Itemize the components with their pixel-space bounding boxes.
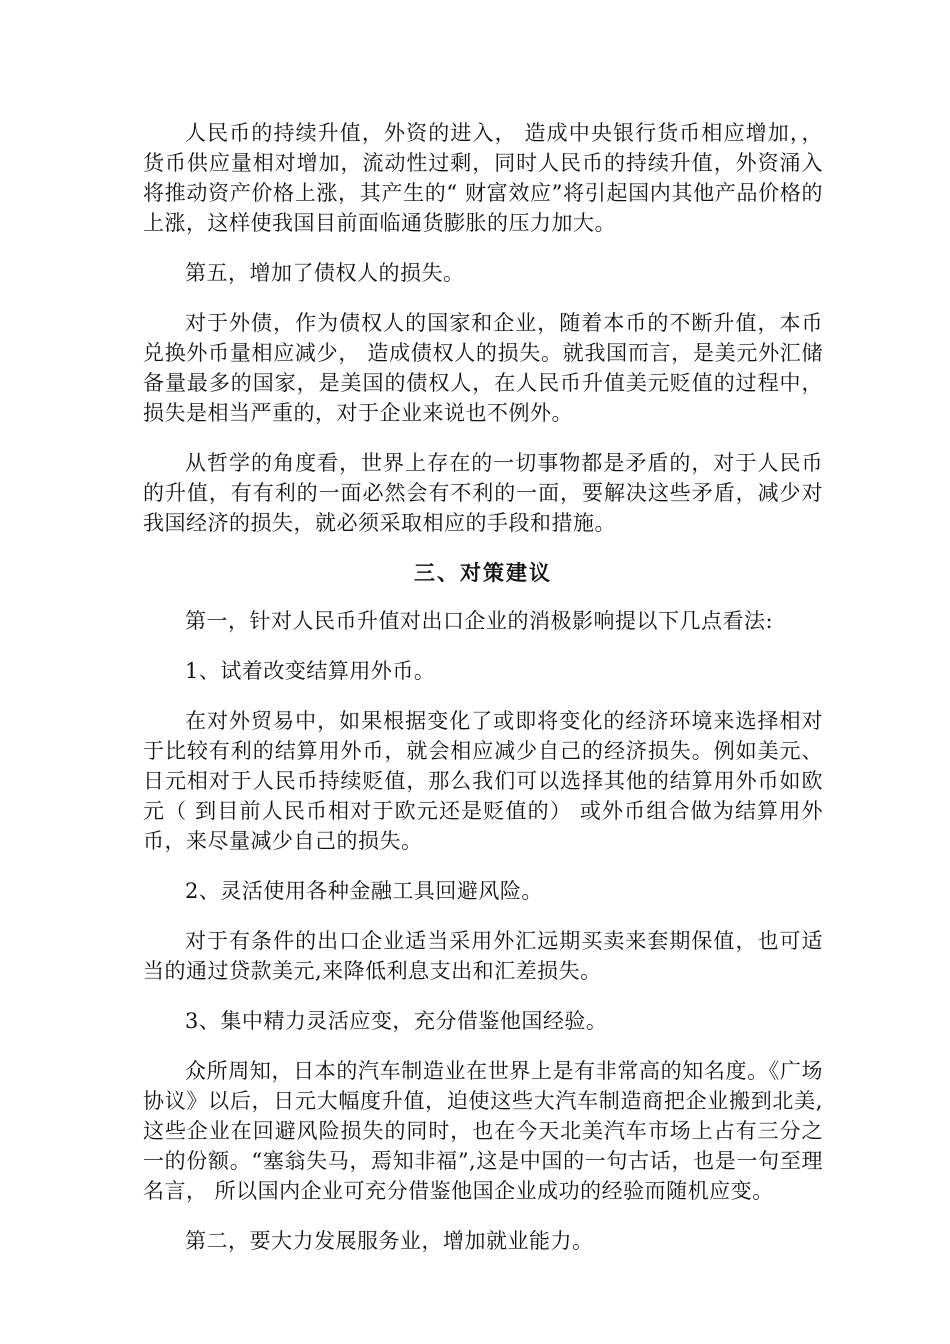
paragraph-hedging: 对于有条件的出口企业适当采用外汇远期买卖来套期保值，也可适当的通过贷款美元,来降低利息支出和汇差损失。 <box>143 929 823 983</box>
paragraph-creditor-loss-title: 第五，增加了债权人的损失。 <box>185 261 465 285</box>
paragraph-first-point: 第一，针对人民币升值对出口企业的消极影响提以下几点看法: <box>185 609 774 633</box>
paragraph-inflation-pressure: 人民币的持续升值，外资的进入， 造成中央银行货币相应增加，，货币供应量相对增加，流动性过剩，同时人民币的持续升值，外资涌入将推动资产价格上涨，其产生的“ 财富效应”将引起国内其他产品价格的上涨，这样使我国目前面临通货膨胀的压力加大。 <box>143 121 823 235</box>
paragraph-second-point: 第二，要大力发展服务业，增加就业能力。 <box>185 1229 594 1253</box>
document-page <box>143 118 823 1256</box>
paragraph-settlement-currency: 在对外贸易中，如果根据变化了或即将变化的经济环境来选择相对于比较有利的结算用外币，就会相应减少自己的经济损失。例如美元、日元相对于人民币持续贬值，那么我们可以选择其他的结算用外币如欧元（ 到目前人民币相对于欧元还是贬值的） 或外币组合做为结算用外币，来尽量减少自己的损失。 <box>143 709 823 853</box>
paragraph-japan-example: 众所周知，日本的汽车制造业在世界上是有非常高的知名度。《广场协议》以后，日元大幅度升值，迫使这些大汽车制造商把企业搬到北美,这些企业在回避风险损失的同时，也在今天北美汽车市场上占有三分之一的份额。“塞翁失马，焉知非福”,这是中国的一句古话，也是一句至理名言， 所以国内企业可充分借鉴他国企业成功的经验而随机应变。 <box>143 1059 823 1203</box>
paragraph-philosophy: 从哲学的角度看，世界上存在的一切事物都是矛盾的，对于人民币的升值，有有利的一面必然会有不利的一面，要解决这些矛盾，减少对我国经济的损失，就必须采取相应的手段和措施。 <box>143 451 823 535</box>
paragraph-foreign-debt: 对于外债，作为债权人的国家和企业，随着本币的不断升值，本币兑换外币量相应减少， 造成债权人的损失。就我国而言，是美元外汇储备量最多的国家，是美国的债权人，在人民币升值美元贬值的过程中， 损失是相当严重的，对于企业来说也不例外。 <box>143 311 823 425</box>
paragraph-item-2-title: 2、灵活使用各种金融工具回避风险。 <box>185 879 543 903</box>
section-heading-countermeasures: 三、对策建议 <box>414 560 552 585</box>
paragraph-item-3-title: 3、集中精力灵活应变，充分借鉴他国经验。 <box>185 1009 608 1033</box>
paragraph-item-1-title: 1、试着改变结算用外币。 <box>185 659 436 683</box>
